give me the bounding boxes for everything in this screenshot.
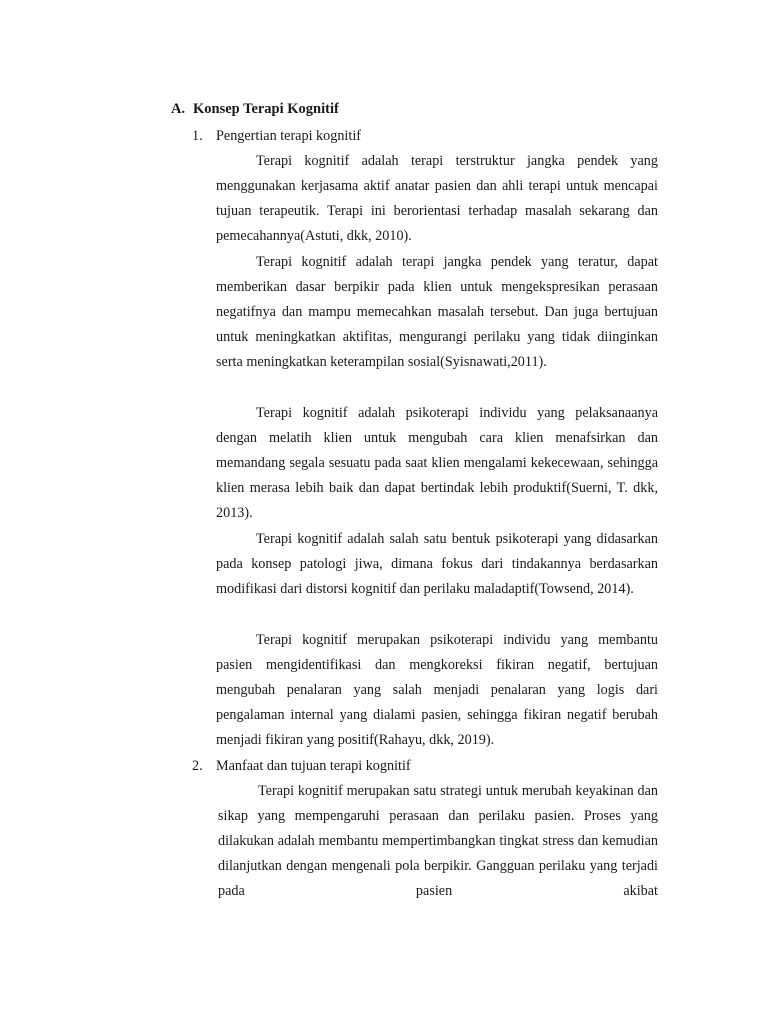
- paragraph: Terapi kognitif adalah terapi jangka pendek yang teratur, dapat memberikan dasar berpikir pada klien untuk mengekspresikan perasaan negatifnya dan mampu memecahkan masalah tersebut. Dan juga bertujuan untuk meningkatkan aktifitas, mengurangi perilaku yang tidak diinginkan serta meningkatkan keterampilan sosial(Syisnawati,2011).: [216, 254, 658, 371]
- section-label: A.: [171, 101, 186, 117]
- paragraph: Terapi kognitif adalah salah satu bentuk psikoterapi yang didasarkan pada konsep patologi jiwa, dimana fokus dari tindakannya berdasarkan modifikasi dari distorsi kognitif dan perilaku maladaptif(Towsend, 2014).: [216, 531, 658, 598]
- paragraph: Terapi kognitif merupakan satu strategi untuk merubah keyakinan dan sikap yang mempengaruhi perasaan dan perilaku pasien. Proses yang dilakukan adalah membantu mempertimbangkan tingkat stress dan kemudian dilanjutkan dengan mengenali pola berpikir. Gangguan perilaku yang terjadi pada pasien akibat: [218, 783, 658, 900]
- subsection-title: Pengertian terapi kognitif: [216, 128, 361, 144]
- section-title: Konsep Terapi Kognitif: [193, 101, 339, 117]
- paragraph: Terapi kognitif merupakan psikoterapi individu yang membantu pasien mengidentifikasi dan mengkoreksi fikiran negatif, bertujuan mengubah penalaran yang salah menjadi penalaran yang logis dari pengalaman internal yang dialami pasien, sehingga fikiran negatif berubah menjadi fikiran yang positif(Rahayu, dkk, 2019).: [216, 632, 658, 749]
- paragraph: Terapi kognitif adalah psikoterapi individu yang pelaksanaanya dengan melatih klien untuk mengubah cara klien menafsirkan dan memandang segala sesuatu pada saat klien mengalami kekecewaan, sehingga klien merasa lebih baik dan dapat bertindak lebih produktif(Suerni, T. dkk, 2013).: [216, 405, 658, 522]
- subsection-number: 2.: [192, 758, 203, 774]
- subsection-title: Manfaat dan tujuan terapi kognitif: [216, 758, 411, 774]
- subsection-heading-1: [192, 124, 361, 149]
- section-heading: [171, 101, 339, 118]
- subsection-heading-2: [192, 754, 411, 779]
- paragraph: Terapi kognitif adalah terapi terstruktur jangka pendek yang menggunakan kerjasama aktif anatar pasien dan ahli terapi untuk mencapai tujuan terapeutik. Terapi ini berorientasi terhadap masalah sekarang dan pemecahannya(Astuti, dkk, 2010).: [216, 153, 658, 245]
- subsection-number: 1.: [192, 128, 203, 144]
